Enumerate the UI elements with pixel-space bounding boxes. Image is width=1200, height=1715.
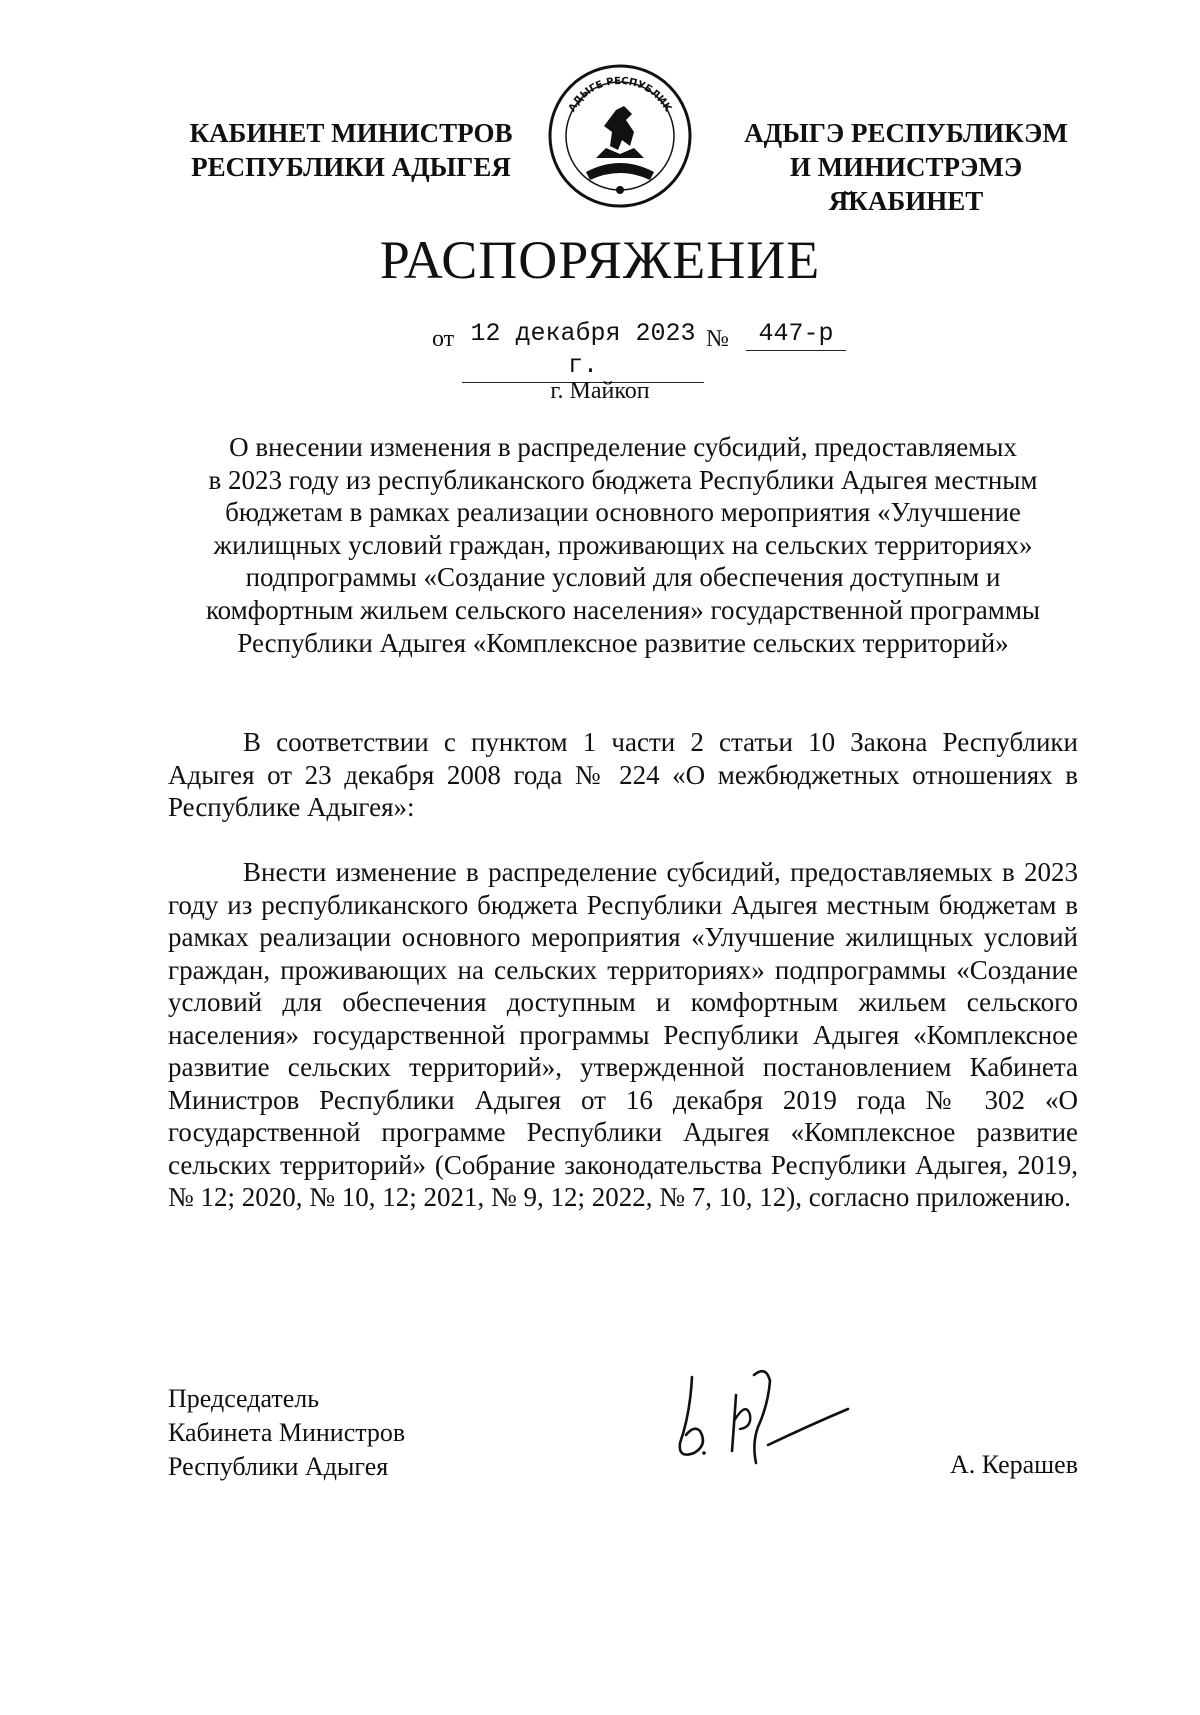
signer-position-line: Председатель [168, 1384, 320, 1413]
body-paragraph-basis: В соответствии с пунктом 1 части 2 статьи 10 Закона Республики Адыгея от 23 декабря 2008 года № 224 «О межбюджетных отношениях в Республике Адыгея»: [168, 727, 1078, 822]
subject-line: комфортным жильем сельского населения» государственной программы [205, 594, 1041, 625]
signer-position-line: Республики Адыгея [168, 1452, 389, 1481]
handwritten-signature [670, 1355, 860, 1475]
signer-name: А. Керашев [949, 1450, 1078, 1479]
document-subject [168, 431, 1078, 659]
issuer-adyghe-line-2: И МИНИСТРЭМЭ Я̆КАБИНЕТ [789, 152, 1023, 216]
subject-line: в 2023 году из республиканского бюджета Республики Адыгея местным [208, 464, 1038, 495]
issuer-name-adyghe [726, 116, 1086, 218]
subject-line: бюджетам в рамках реализации основного мероприятия «Улучшение [225, 497, 1021, 528]
issue-city: г. Майкоп [550, 378, 650, 404]
document-date: 12 декабря 2023 г. [462, 318, 704, 383]
seal-inscription: АДЫГЕ РЕСПУБЛИК [566, 75, 674, 114]
coat-of-arms-emblem [546, 62, 694, 210]
issuer-line-1: КАБИНЕТ МИНИСТРОВ [189, 118, 513, 148]
subject-line: жилищных условий граждан, проживающих на сельских территориях» [213, 529, 1033, 560]
issuer-line-2: РЕСПУБЛИКИ АДЫГЕЯ [191, 152, 511, 182]
subject-line: подпрограммы «Создание условий для обеспечения доступным и [245, 562, 1001, 593]
signer-position [168, 1382, 405, 1484]
subject-line: Республики Адыгея «Комплексное развитие сельских территорий» [237, 627, 1009, 658]
body-paragraph-order: Внести изменение в распределение субсидий, предоставляемых в 2023 году из республиканского бюджета Республики Адыгея местным бюджетам в рамках реализации основного мероприятия «Улучшение жилищных условий граждан, проживающих на сельских территориях» подпрограммы «Создание условий для обеспечения доступным и комфортным жильем сельского населения» государственной программы Республики Адыгея «Комплексное развитие сельских территорий», утвержденной постановлением Кабинета Министров Республики Адыгея от 16 декабря 2019 года № 302 «О государственной программе Республики Адыгея «Комплексное развитие сельских территорий» (Собрание законодательства Республики Адыгея, 2019, № 12; 2020, № 10, 12; 2021, № 9, 12; 2022, № 7, 10, 12), согласно приложению. [168, 857, 1078, 1212]
document-type-title: РАСПОРЯЖЕНИЕ [379, 230, 821, 290]
date-prefix: от [432, 326, 455, 352]
document-number: 447-р [746, 318, 846, 351]
subject-line: О внесении изменения в распределение субсидий, предоставляемых [229, 432, 1017, 462]
issuer-name-russian [186, 116, 516, 184]
number-sign: № [706, 326, 729, 352]
signer-position-line: Кабинета Министров [168, 1418, 406, 1447]
date-number-line [432, 318, 852, 380]
issuer-adyghe-line-1: АДЫГЭ РЕСПУБЛИКЭМ [744, 118, 1068, 148]
